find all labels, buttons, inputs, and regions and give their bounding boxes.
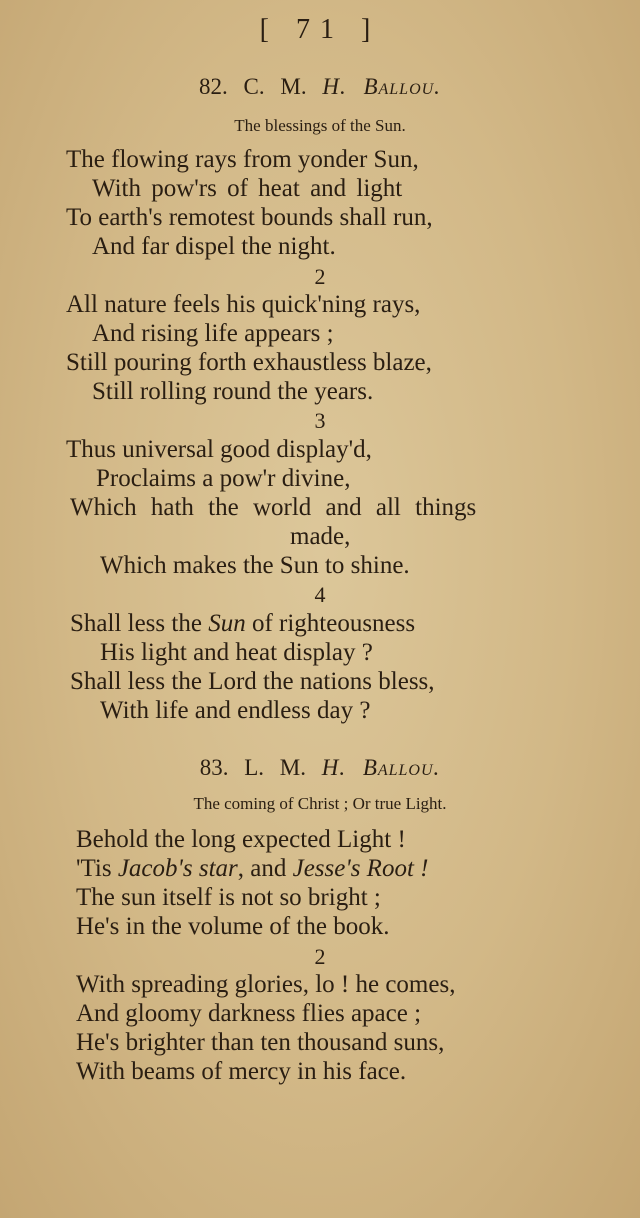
verse-line: Proclaims a pow'r divine, [96, 465, 351, 492]
hymn-83-title: The coming of Christ ; Or true Light. [193, 794, 447, 813]
verse-line: With beams of mercy in his face. [76, 1058, 407, 1085]
verse-line: With spreading glories, lo ! he comes, [76, 971, 456, 998]
verse-line: All nature feels his quick'ning rays, [66, 291, 421, 318]
verse-line: With life and endless day ? [100, 697, 371, 724]
hymn-82-heading [0, 74, 640, 100]
verse-line: Which makes the Sun to shine. [100, 552, 410, 579]
verse-line: Shall less the Lord the nations bless, [70, 668, 435, 695]
stanza-number: 2 [314, 944, 326, 969]
emphasis-text: Jacob's star [117, 855, 238, 882]
stanza-number: 2 [314, 264, 326, 289]
stanza-number: 4 [314, 582, 326, 607]
verse-line: Shall less the Sun of righteousness [70, 610, 416, 637]
hymn-meter: C. M. [243, 74, 307, 99]
verse-line: And gloomy darkness flies apace ; [76, 1000, 422, 1027]
verse-line: He's brighter than ten thousand suns, [76, 1029, 445, 1056]
hymn-author: H. Ballou. [322, 74, 441, 99]
verse-line: And far dispel the night. [92, 233, 336, 260]
verse-line: Thus universal good display'd, [66, 436, 372, 463]
emphasis-text: Jesse's Root ! [292, 855, 429, 882]
verse-line: To earth's remotest bounds shall run, [66, 204, 433, 231]
verse-line: Still rolling round the years. [92, 378, 374, 405]
verse-line: Which hath the world and all things [70, 494, 477, 521]
stanza-number: 3 [314, 408, 326, 433]
hymn-82-title: The blessings of the Sun. [234, 116, 406, 135]
verse-line: made, [290, 523, 351, 550]
verse-line: He's in the volume of the book. [76, 913, 390, 940]
emphasis-text: Sun [208, 610, 246, 637]
verse-line: Still pouring forth exhaustless blaze, [66, 349, 432, 376]
verse-line: His light and heat display ? [100, 639, 373, 666]
hymn-meter: L. M. [244, 755, 306, 780]
hymn-number: 82. [199, 74, 228, 99]
verse-line: The sun itself is not so bright ; [76, 884, 381, 911]
verse-line: Behold the long expected Light ! [76, 826, 406, 853]
verse-line: And rising life appears ; [92, 320, 334, 347]
page-number: 71 [296, 14, 344, 45]
page-header: [ 71 ] [259, 14, 381, 45]
verse-line: With pow'rs of heat and light [92, 175, 403, 202]
hymn-number: 83. [199, 755, 229, 780]
verse-line: 'Tis Jacob's star, and Jesse's Root ! [76, 855, 429, 882]
verse-line: The flowing rays from yonder Sun, [66, 146, 419, 173]
hymn-author: H. Ballou. [321, 755, 441, 780]
hymn-83-heading [0, 755, 640, 781]
